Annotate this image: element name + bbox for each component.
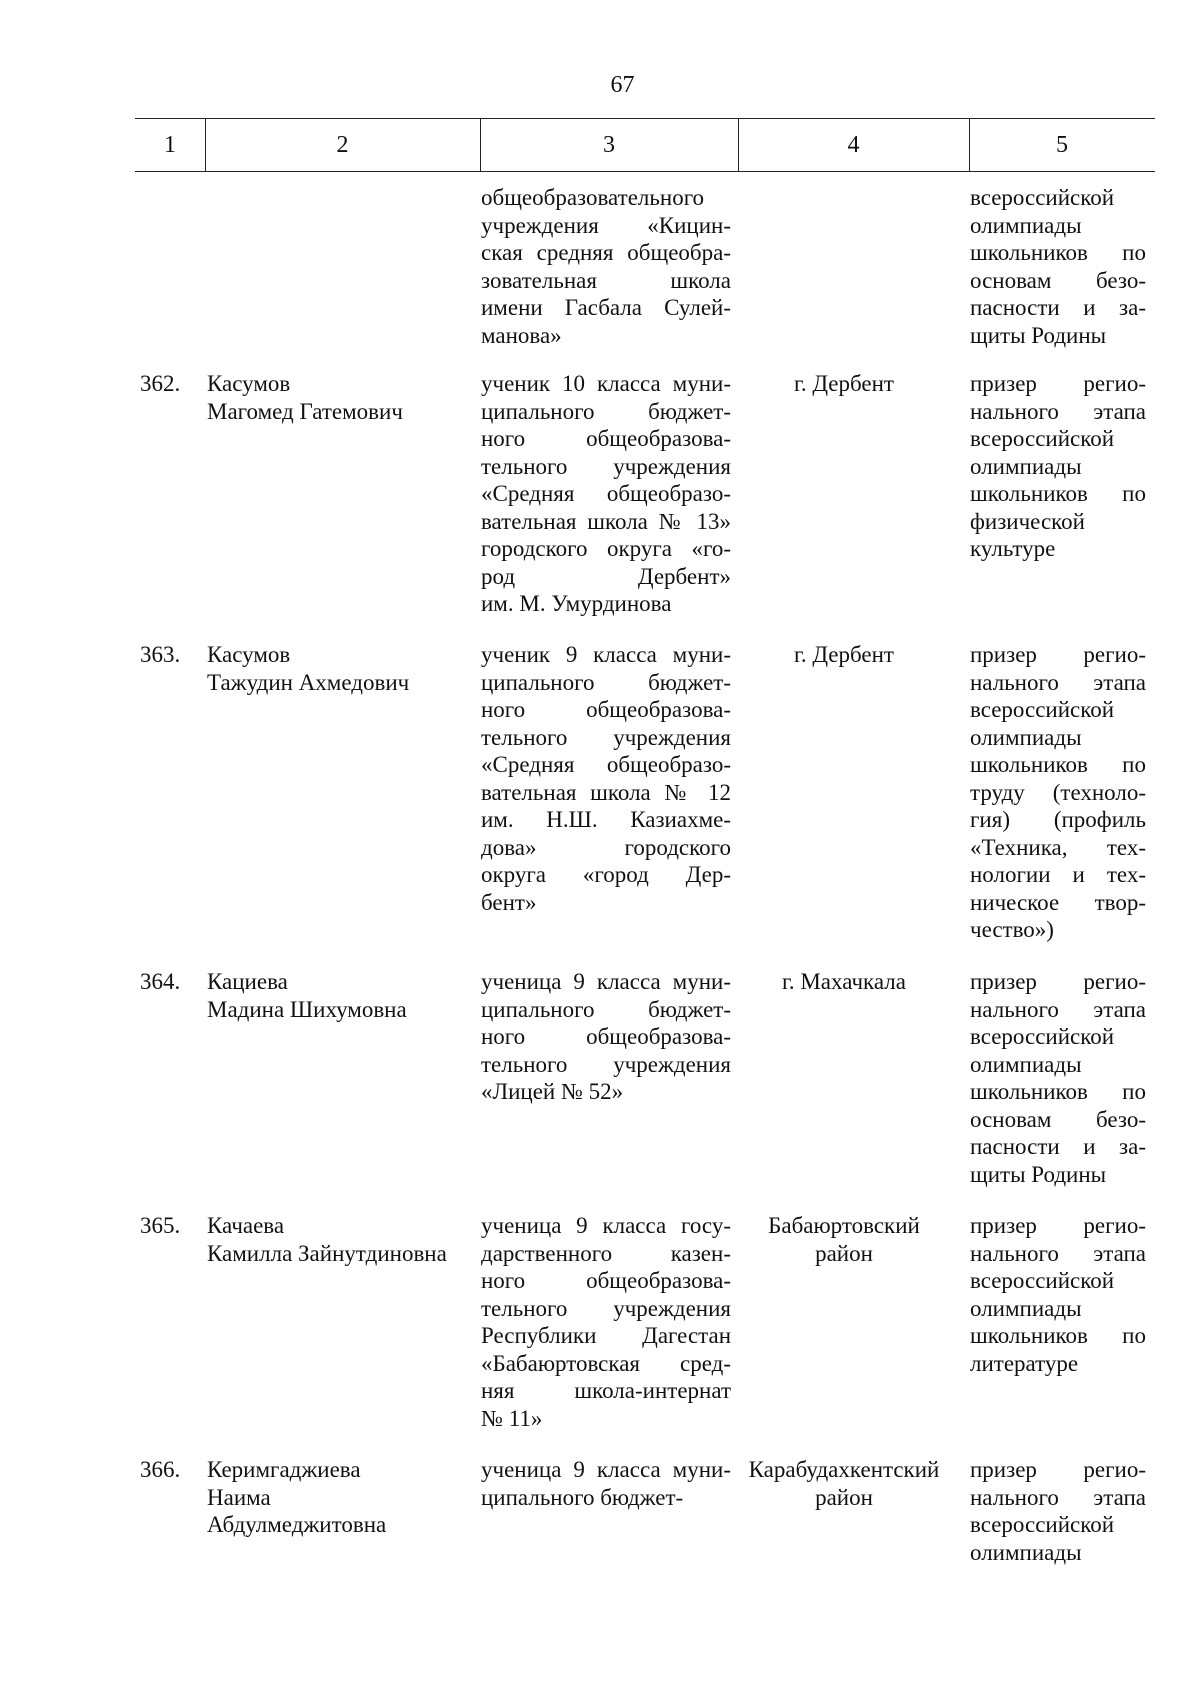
row-number-line: 362. (140, 371, 181, 396)
award-description-line: гия) (профиль (970, 807, 1146, 832)
table-header (135, 118, 1155, 172)
school-description-line: тельного учреждения (481, 1051, 731, 1077)
school-description-line: ного общеобразова- (481, 426, 731, 451)
award-description (970, 370, 1146, 563)
award-description-line: призер регио- (970, 1457, 1146, 1482)
student-name (207, 1212, 477, 1267)
locality-line: Бабаюртовский (768, 1213, 920, 1238)
row-number-line: 364. (140, 969, 181, 994)
header-col-1: 1 (164, 132, 176, 158)
locality-line: г. Махачкала (782, 969, 906, 994)
school-description-line: «Средняя общеобразо- (481, 752, 731, 777)
locality (738, 370, 950, 398)
award-description-line: школьников по (970, 752, 1146, 777)
locality-line: г. Дербент (794, 642, 894, 667)
school-description-line: бент» (481, 889, 537, 915)
row-number (140, 370, 190, 398)
locality (738, 1456, 950, 1511)
school-description-line: ного общеобразова- (481, 697, 731, 722)
continuation-description (481, 184, 731, 349)
school-description-line: ученик 10 класса муни- (481, 371, 731, 396)
header-col-2: 2 (336, 132, 349, 158)
award-description-line: школьников по (970, 1079, 1146, 1104)
continuation-award-line: олимпиады (970, 212, 1082, 238)
award-description (970, 1456, 1146, 1566)
school-description-line: вательная школа № 12 (481, 779, 731, 805)
award-description-line: физической (970, 508, 1085, 534)
school-description-line: дарственного казен- (481, 1240, 731, 1266)
award-description-line: олимпиады (970, 1051, 1082, 1077)
student-name (207, 968, 477, 1023)
school-description-line: округа «город Дер- (481, 862, 731, 887)
award-description-line: «Техника, тех- (970, 834, 1146, 860)
school-description-line: Республики Дагестан (481, 1323, 731, 1348)
school-description (481, 1456, 731, 1511)
award-description-line: призер регио- (970, 642, 1146, 667)
award-description (970, 1212, 1146, 1377)
header-col-3: 3 (603, 132, 615, 158)
school-description (481, 968, 731, 1106)
school-description-line: «Лицей № 52» (481, 1079, 624, 1104)
award-description-line: всероссийской (970, 1268, 1115, 1293)
continuation-description-line: зовательная школа (481, 267, 731, 293)
school-description-line: няя школа-интернат (481, 1378, 731, 1403)
school-description (481, 641, 731, 916)
school-description-line: «Бабаюртовская сред- (481, 1350, 731, 1376)
award-description-line: олимпиады (970, 453, 1082, 479)
school-description-line: тельного учреждения (481, 724, 731, 750)
continuation-description-line: имени Гасбала Сулей- (481, 295, 731, 320)
continuation-award-line: всероссийской (970, 185, 1115, 210)
award-description-line: всероссийской (970, 426, 1115, 451)
school-description-line: ципального бюджет- (481, 996, 731, 1022)
continuation-award-line: пасности и за- (970, 295, 1146, 320)
award-description-line: всероссийской (970, 1512, 1115, 1537)
award-description-line: олимпиады (970, 1295, 1082, 1321)
student-name-line: Мадина Шихумовна (207, 996, 407, 1022)
award-description-line: нального этапа (970, 1484, 1146, 1510)
student-name-line: Качаева (207, 1213, 285, 1238)
school-description-line: «Средняя общеобразо- (481, 481, 731, 506)
locality (738, 641, 950, 669)
award-description-line: всероссийской (970, 697, 1115, 722)
award-description (970, 641, 1146, 944)
award-description-line: призер регио- (970, 371, 1146, 396)
school-description-line: вательная школа № 13» (481, 508, 731, 534)
school-description (481, 370, 731, 618)
award-description-line: ническое твор- (970, 889, 1146, 915)
school-description-line: № 11» (481, 1405, 543, 1431)
continuation-award-line: основам безо- (970, 267, 1146, 293)
award-description-line: призер регио- (970, 969, 1146, 994)
award-description-line: школьников по (970, 1323, 1146, 1348)
award-description-line: культуре (970, 536, 1056, 561)
continuation-award-line: щиты Родины (970, 322, 1107, 348)
award-description-line: чество») (970, 917, 1054, 942)
student-name (207, 370, 477, 425)
award-description-line: щиты Родины (970, 1161, 1107, 1187)
locality-line: район (815, 1240, 873, 1266)
award-description-line: нального этапа (970, 996, 1146, 1022)
school-description-line: ученица 9 класса госу- (481, 1213, 731, 1238)
student-name-line: Кациева (207, 969, 288, 994)
award-description-line: олимпиады (970, 724, 1082, 750)
continuation-award-line: школьников по (970, 240, 1146, 265)
student-name-line: Касумов (207, 642, 291, 667)
header-col-4: 4 (847, 132, 860, 158)
student-name-line: Касумов (207, 371, 291, 396)
school-description-line: им. Н.Ш. Казиахме- (481, 807, 731, 832)
student-name-line: Камилла Зайнутдиновна (207, 1240, 447, 1266)
row-number-line: 363. (140, 642, 181, 667)
student-name-line: Наима (207, 1484, 271, 1510)
locality-line: г. Дербент (794, 371, 894, 396)
row-number-line: 365. (140, 1213, 181, 1238)
award-description-line: призер регио- (970, 1213, 1146, 1238)
award-description-line: нального этапа (970, 669, 1146, 695)
row-number (140, 1456, 190, 1484)
locality-line: Карабудахкентский (748, 1457, 940, 1482)
student-name-line: Магомед Гатемович (207, 398, 403, 424)
student-name-line: Керимгаджиева (207, 1457, 361, 1482)
continuation-description-line: ская средняя общеобра- (481, 240, 731, 265)
award-description (970, 968, 1146, 1188)
row-number-line: 366. (140, 1457, 181, 1482)
school-description-line: ного общеобразова- (481, 1268, 731, 1293)
student-name (207, 641, 477, 696)
school-description-line: тельного учреждения (481, 453, 731, 479)
continuation-description-line: общеобразовательного (481, 185, 705, 210)
school-description-line: ципального бюджет- (481, 669, 731, 695)
locality-line: район (815, 1484, 873, 1510)
school-description-line: тельного учреждения (481, 1295, 731, 1321)
row-number (140, 968, 190, 996)
student-name-line: Тажудин Ахмедович (207, 669, 410, 695)
school-description-line: ципального бюджет- (481, 398, 731, 424)
continuation-award (970, 184, 1146, 349)
award-description-line: олимпиады (970, 1539, 1082, 1565)
award-description-line: пасности и за- (970, 1134, 1146, 1159)
school-description-line: ного общеобразова- (481, 1024, 731, 1049)
school-description-line: ученица 9 класса муни- (481, 1457, 731, 1482)
school-description-line: ципального бюджет- (481, 1484, 684, 1510)
locality (738, 968, 950, 996)
award-description-line: нологии и тех- (970, 862, 1146, 887)
award-description-line: литературе (970, 1350, 1079, 1376)
award-description-line: основам безо- (970, 1106, 1146, 1132)
school-description-line: им. М. Умурдинова (481, 591, 672, 616)
student-name (207, 1456, 477, 1539)
award-description-line: труду (техноло- (970, 779, 1146, 805)
locality (738, 1212, 950, 1267)
school-description-line: ученица 9 класса муни- (481, 969, 731, 994)
school-description (481, 1212, 731, 1432)
school-description-line: дова» городского (481, 834, 731, 860)
continuation-description-line: учреждения «Кицин- (481, 212, 731, 238)
award-description-line: нального этапа (970, 398, 1146, 424)
award-description-line: нального этапа (970, 1240, 1146, 1266)
header-col-5: 5 (1056, 132, 1068, 158)
award-description-line: всероссийской (970, 1024, 1115, 1049)
continuation-description-line: манова» (481, 322, 562, 348)
school-description-line: ученик 9 класса муни- (481, 642, 731, 667)
row-number (140, 641, 190, 669)
row-number (140, 1212, 190, 1240)
school-description-line: род Дербент» (481, 563, 731, 589)
student-name-line: Абдулмеджитовна (207, 1512, 387, 1537)
school-description-line: городского округа «го- (481, 536, 731, 561)
award-description-line: школьников по (970, 481, 1146, 506)
page-number: 67 (610, 72, 635, 98)
